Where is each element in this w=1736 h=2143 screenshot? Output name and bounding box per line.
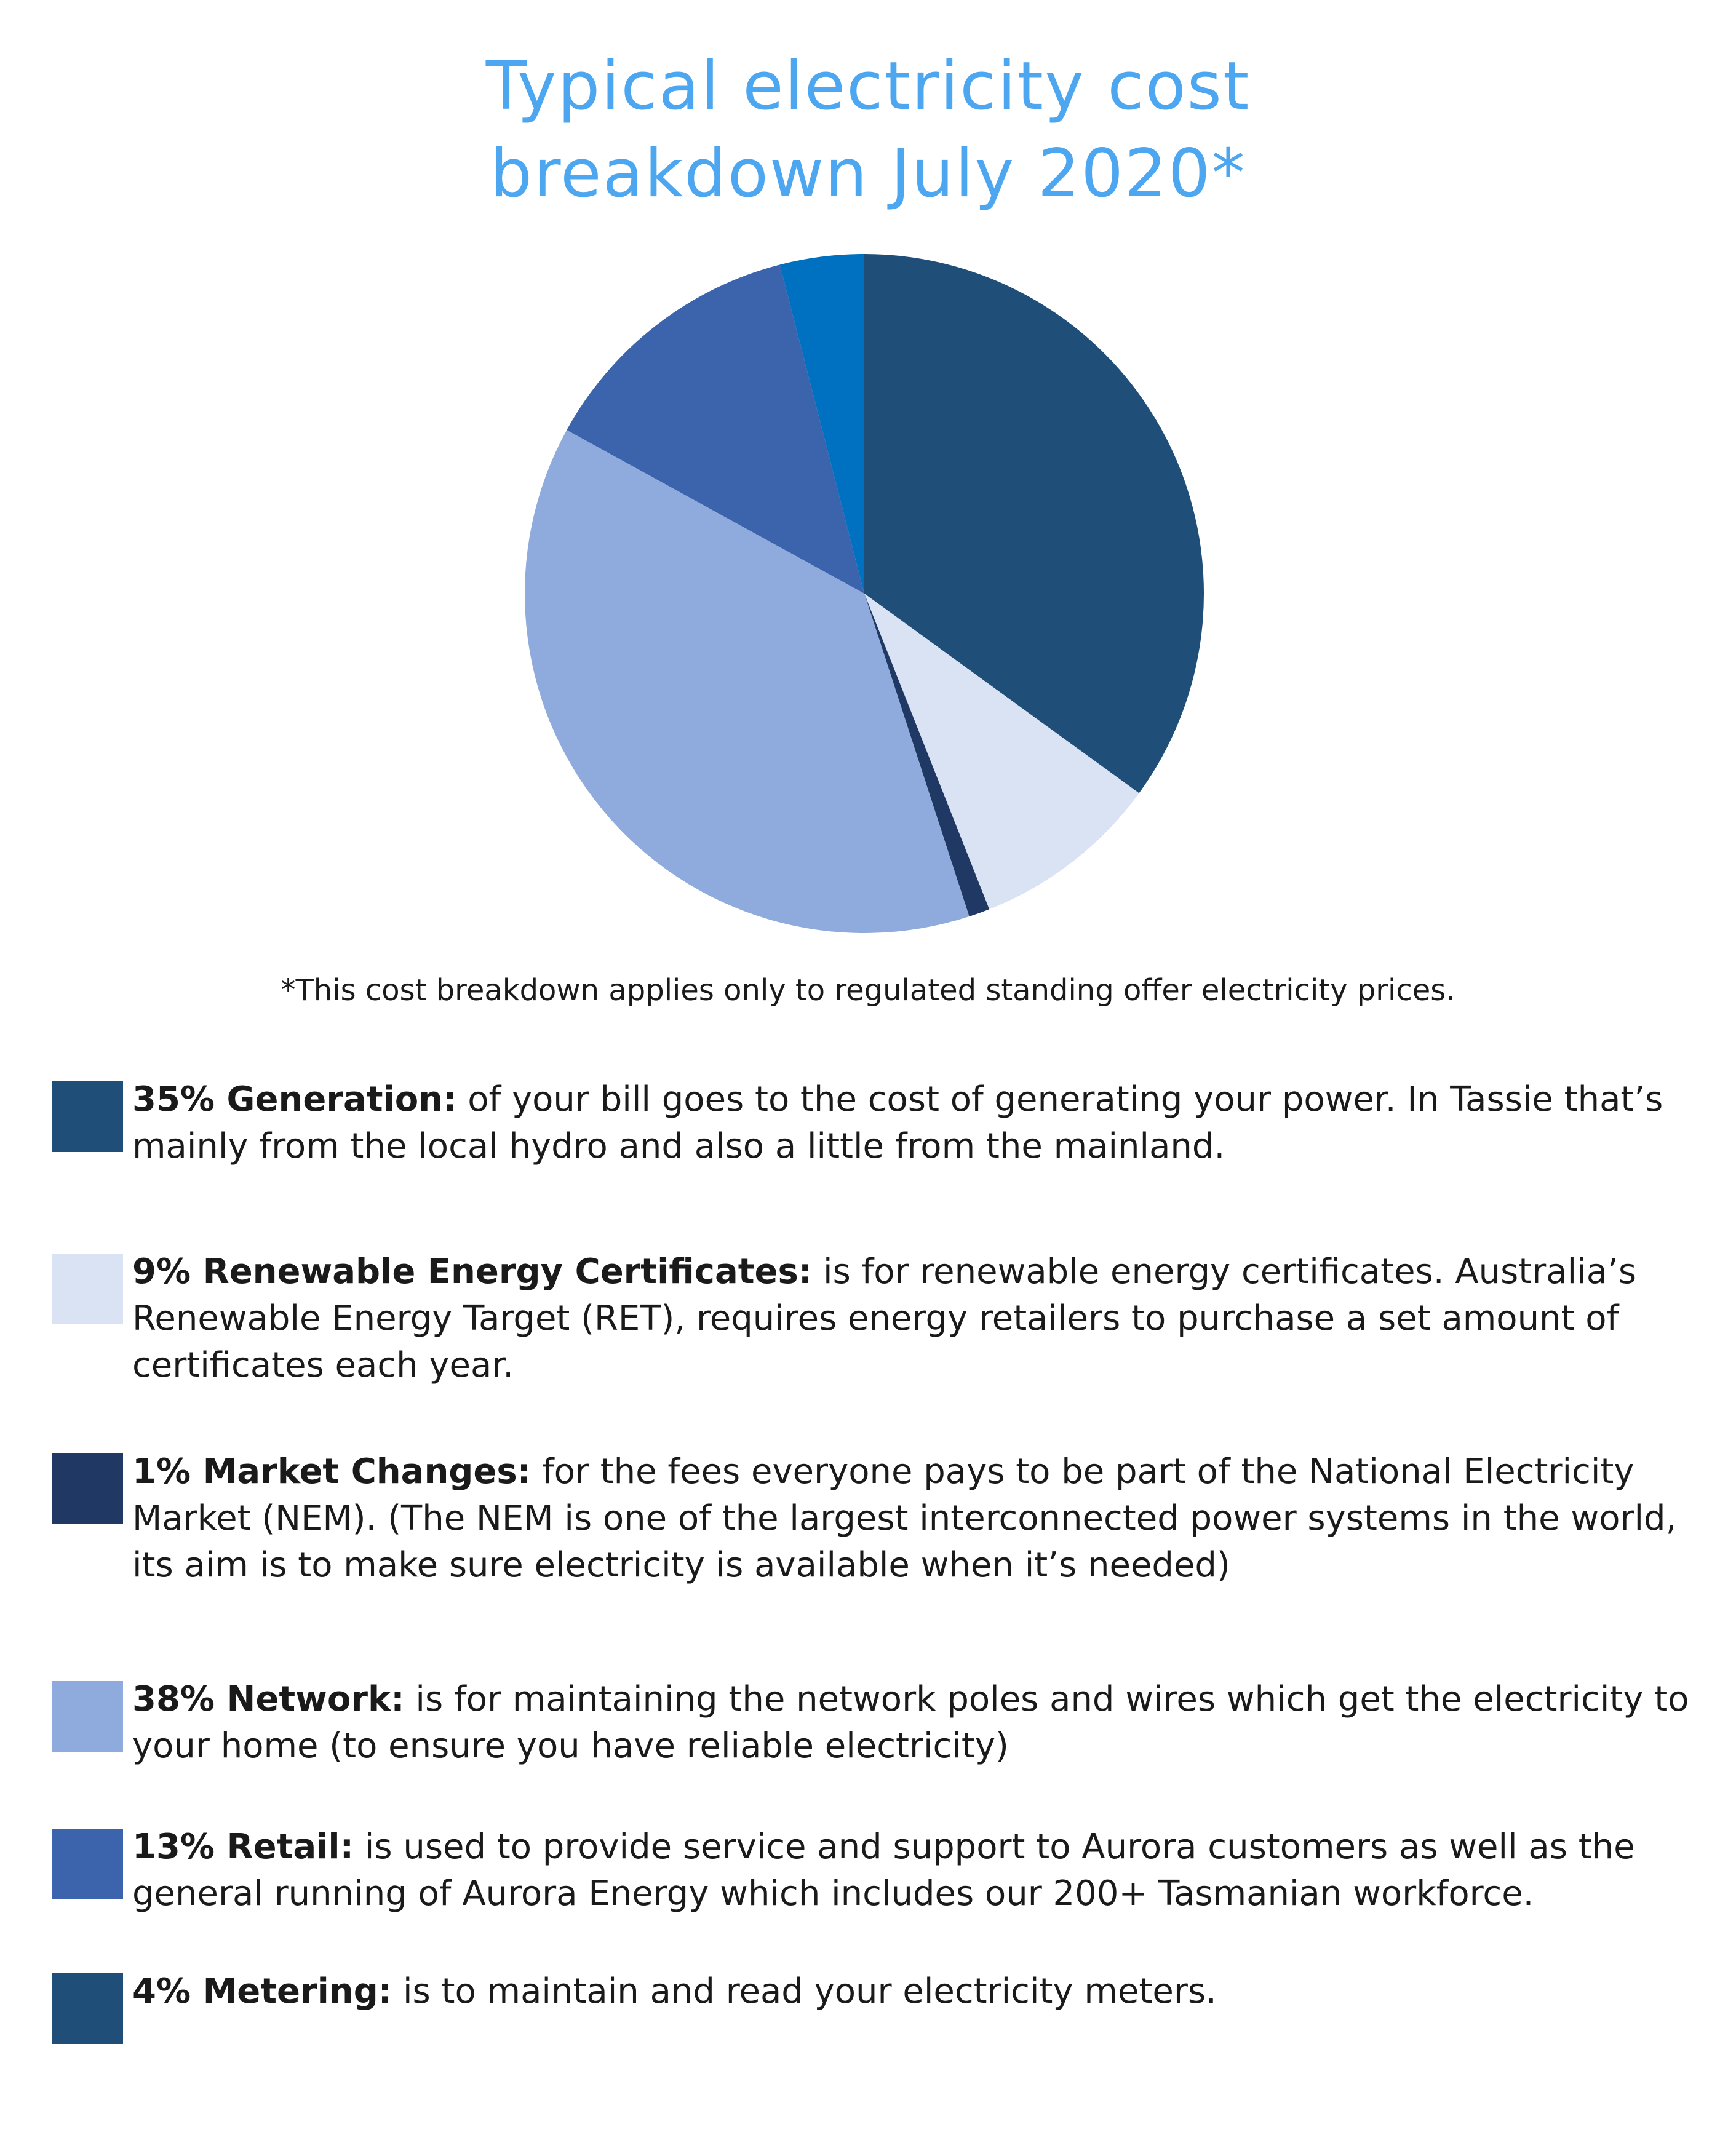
legend-description: is for renewable energy certificates. Australia’s Renewable Energy Target (RET), requires energy retailers to purchase a set amount of certificates each year. (132, 1252, 1636, 1385)
chart-title (0, 43, 1736, 218)
chart-title-line-2: breakdown July 2020* (490, 135, 1246, 212)
legend-heading: 9% Renewable Energy Certificates: (132, 1252, 813, 1292)
legend-swatch (52, 1081, 123, 1152)
legend-swatch (52, 1453, 123, 1524)
legend-text (132, 1968, 1707, 2015)
legend-text (132, 1676, 1707, 1770)
legend-heading: 38% Network: (132, 1679, 405, 1719)
legend-text (132, 1249, 1707, 1389)
legend-text (132, 1449, 1707, 1589)
legend-text (132, 1076, 1707, 1170)
legend-heading: 1% Market Changes: (132, 1452, 532, 1492)
footnote: *This cost breakdown applies only to regulated standing offer electricity prices. (281, 973, 1455, 1008)
legend-swatch (52, 1681, 123, 1752)
legend-swatch (52, 1254, 123, 1324)
legend-text (132, 1824, 1707, 1917)
legend-description: is for maintaining the network poles and wires which get the electricity to your home (to ensure you have reliable electricity) (132, 1679, 1689, 1766)
legend-swatch (52, 1829, 123, 1899)
legend-heading: 35% Generation: (132, 1079, 457, 1119)
legend-heading: 13% Retail: (132, 1827, 354, 1867)
pie-chart (523, 252, 1206, 935)
legend-heading: 4% Metering: (132, 1971, 392, 2011)
legend-swatch (52, 1973, 123, 2044)
legend-description: for the fees everyone pays to be part of the National Electricity Market (NEM). (The NEM is one of the largest interconnected power systems in the world, its aim is to make sure electricity is available when it’s needed) (132, 1452, 1677, 1585)
legend-description: is used to provide service and support to Aurora customers as well as the general running of Aurora Energy which includes our 200+ Tasmanian workforce. (132, 1827, 1635, 1914)
legend-description: is to maintain and read your electricity meters. (392, 1971, 1217, 2011)
chart-title-line-1: Typical electricity cost (485, 48, 1251, 125)
legend-description: of your bill goes to the cost of generating your power. In Tassie that’s mainly from the local hydro and also a little from the mainland. (132, 1079, 1663, 1166)
